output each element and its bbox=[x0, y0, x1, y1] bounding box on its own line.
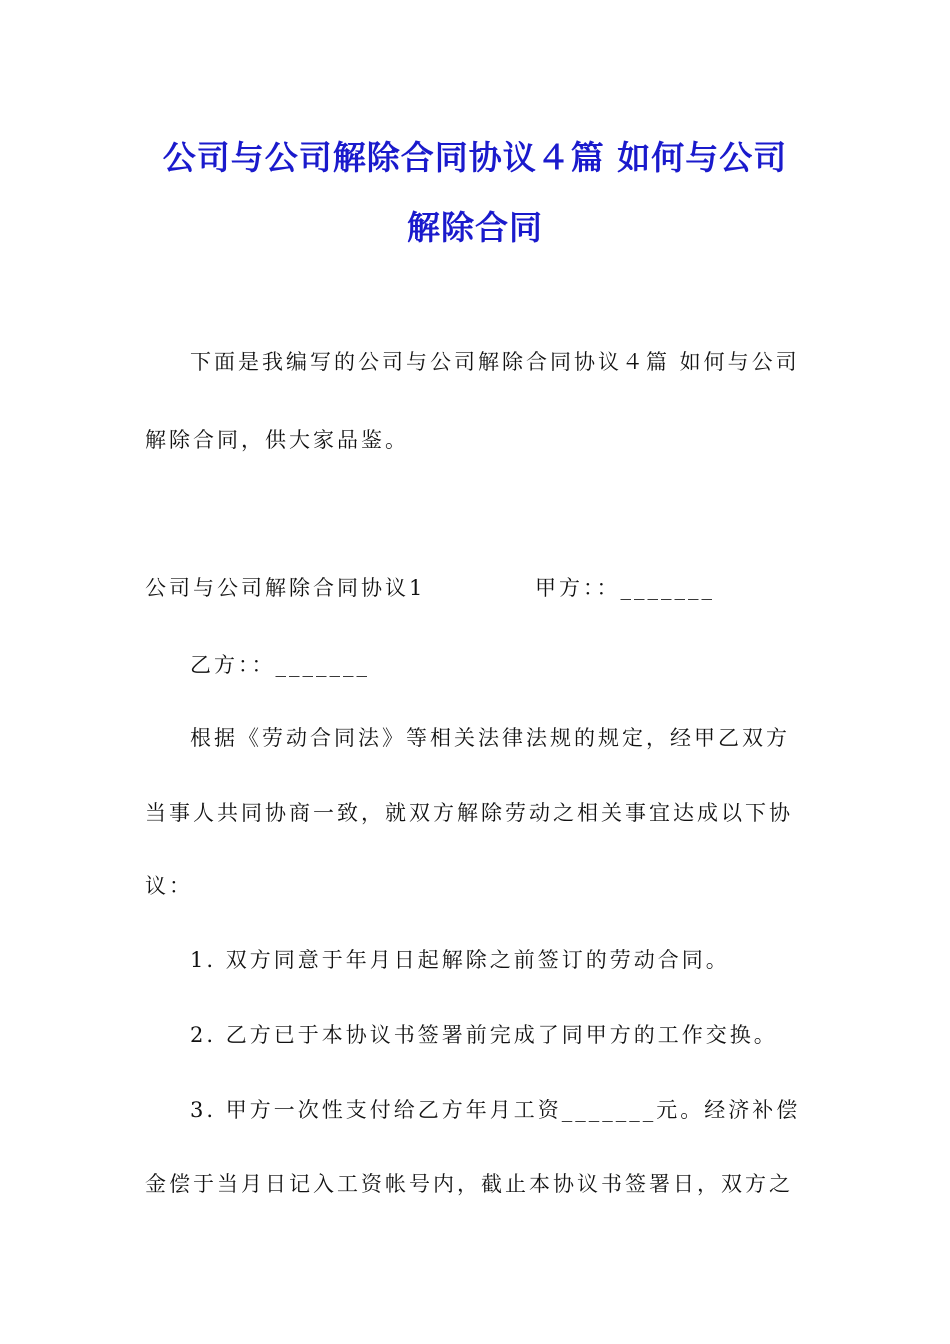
para1-line-1: 根据《劳动合同法》等相关法律法规的规定，经甲乙双方 bbox=[190, 726, 790, 750]
section-heading: 公司与公司解除合同协议1 bbox=[145, 576, 426, 600]
clause-3-line-1: 3. 甲方一次性支付给乙方年月工资_______元。经济补偿 bbox=[190, 1098, 801, 1122]
clause-3-line-2: 金偿于当月日记入工资帐号内，截止本协议书签署日，双方之 bbox=[145, 1172, 793, 1196]
document-title-line-2: 解除合同 bbox=[407, 208, 543, 247]
clause-2: 2. 乙方已于本协议书签署前完成了同甲方的工作交换。 bbox=[190, 1023, 778, 1047]
party-a-field: 甲方：：_______ bbox=[535, 576, 715, 600]
intro-line-2: 解除合同，供大家品鉴。 bbox=[145, 428, 409, 452]
intro-line-1: 下面是我编写的公司与公司解除合同协议４篇 如何与公司 bbox=[190, 350, 800, 374]
para1-line-3: 议： bbox=[145, 874, 193, 898]
para1-line-2: 当事人共同协商一致，就双方解除劳动之相关事宜达成以下协 bbox=[145, 801, 793, 825]
clause-1: 1. 双方同意于年月日起解除之前签订的劳动合同。 bbox=[190, 948, 730, 972]
party-b-field: 乙方：：_______ bbox=[190, 653, 370, 677]
document-title-line-1: 公司与公司解除合同协议４篇 如何与公司 bbox=[162, 138, 788, 177]
